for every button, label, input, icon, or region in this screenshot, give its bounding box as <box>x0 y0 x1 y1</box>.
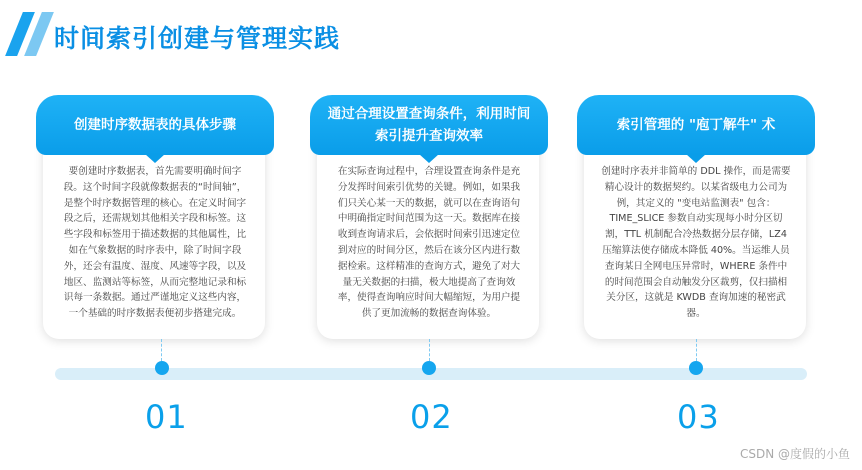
card-pointer <box>145 154 165 163</box>
card-text: 创建时序表并非简单的 DDL 操作，而是需要精心设计的数据契约。以某省级电力公司为例，其定义的 "变电站监测表" 包含：TIME_SLICE 参数自动实现每小时分区切割，TTL 机制配合冷热数据分层存储，LZ4 压缩算法使存储成本降低 40%。当运维人员查询某日全网电压异常时，WHERE 条件中的时间范围会自动触发分区裁剪，仅扫描相关分区，这就是 KWDB 查询加速的秘密武器。 <box>601 166 791 320</box>
step-card-3 <box>577 95 815 343</box>
step-card-2 <box>310 95 548 343</box>
card-pointer <box>419 154 439 163</box>
card-header: 索引管理的 "庖丁解牛" 术 <box>577 95 815 155</box>
watermark-text: CSDN @度假的小鱼 <box>739 447 850 461</box>
card-pointer <box>686 154 706 163</box>
timeline-dot-2 <box>422 361 436 375</box>
card-header: 创建时序数据表的具体步骤 <box>36 95 274 155</box>
card-text: 要创建时序数据表，首先需要明确时间字段。这个时间字段就像数据表的“时间轴”，是整个时序数据管理的核心。在定义时间字段之后，还需规划其他相关字段和标签。这些字段和标签用于描述数据的其他属性，比如在气象数据的时序表中，除了时间字段外，还会有温度、湿度、风速等字段，以及地区、监测站等标签，从而完整地记录和标识每一条数据。通过严谨地定义这些内容，一个基础的时序数据表便初步搭建完成。 <box>63 166 247 320</box>
step-number-1: 01 <box>145 398 188 436</box>
step-number-3: 03 <box>677 398 720 436</box>
step-number-2: 02 <box>410 398 453 436</box>
card-header: 通过合理设置查询条件，利用时间索引提升查询效率 <box>310 95 548 155</box>
step-card-1 <box>36 95 274 343</box>
connector-line-2 <box>429 339 430 361</box>
page-title: 时间索引创建与管理实践 <box>54 24 341 53</box>
card-text: 在实际查询过程中，合理设置查询条件是充分发挥时间索引优势的关键。例如，如果我们只关心某一天的数据，就可以在查询语句中明确指定时间范围为这一天。数据库在接收到查询请求后，会依据时间索引迅速定位到对应的时间分区，然后在该分区内进行数据检索。这样精准的查询方式，避免了对大量无关数据的扫描，极大地提高了查询效率，使得查询响应时间大幅缩短，为用户提供了更加流畅的数据查询体验。 <box>337 166 521 320</box>
timeline-dot-1 <box>155 361 169 375</box>
connector-line-3 <box>696 339 697 361</box>
connector-line-1 <box>161 339 162 361</box>
timeline-dot-3 <box>689 361 703 375</box>
